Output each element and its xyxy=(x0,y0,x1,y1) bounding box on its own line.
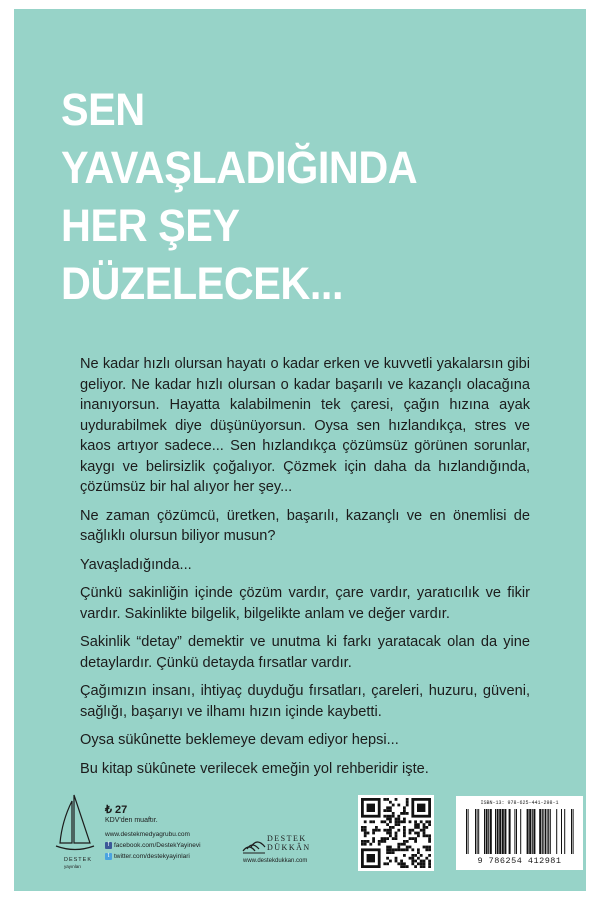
facebook-icon: f xyxy=(105,842,112,849)
blurb-paragraph-1: Ne kadar hızlı olursan hayatı o kadar erken ve kuvvetli yakalarsın gibi geliyor. Ne kadar hızlı olursan o kadar başarılı ve kazançlı olacağına inanıyorsun. Hayatta kalabilmenin tek çaresi, çağın hızına ayak uydurabilmek diye düşünüyorsun. Oysa sen hızlandıkça, stres ve kaos artıyor sadece... Sen hızlandıkça çözümsüz görünen sorunlar, kaygı ve belirsizlik çoğalıyor. Çözmek için daha da hızlandığında, çözümsüz bir hal alıyor her şey... xyxy=(80,356,530,495)
twitter-icon: t xyxy=(105,853,112,860)
title-line-2: YAVAŞLADIĞINDA xyxy=(61,142,418,193)
title-line-1: SEN xyxy=(61,84,145,135)
title-line-3: HER ŞEY xyxy=(61,200,240,251)
publisher-brand: DESTEK xyxy=(64,857,93,863)
publisher-links xyxy=(105,829,201,862)
facebook-link[interactable] xyxy=(105,840,201,851)
isbn-barcode xyxy=(456,796,583,870)
qr-code-icon xyxy=(358,795,434,871)
vat-note: KDV'den muaftır. xyxy=(105,817,158,824)
sailboat-logo-icon xyxy=(50,793,100,855)
blurb-paragraph-6: Çağımızın insanı, ihtiyaç duyduğu fırsatları, çareleri, huzuru, güveni, sağlığı, başarıyı ve ilhamı hızın içinde kaybetti. xyxy=(80,683,530,720)
book-logo-icon xyxy=(241,831,267,857)
blurb-paragraph-4: Çünkü sakinliğin içinde çözüm vardır, çare vardır, yaratıcılık ve fikir vardır. Sakinlikte bilgelik, bilgelikte anlam ve değer vardır. xyxy=(80,585,530,622)
blurb-paragraph-2: Ne zaman çözümcü, üretken, başarılı, kazançlı ve en önemlisi de sağlıklı olursun biliyor musun? xyxy=(80,507,530,544)
blurb-paragraph-5: Sakinlik “detay” demektir ve unutma ki farkı yaratacak olan da yine detaylardır. Çünkü detayda fırsatlar vardır. xyxy=(80,634,530,671)
twitter-text: twitter.com/destekyayinlari xyxy=(114,853,190,860)
publisher-sub: yayınları xyxy=(64,864,82,869)
shop-brand xyxy=(267,834,311,852)
title-line-4: DÜZELECEK... xyxy=(61,258,344,309)
blurb-text xyxy=(80,354,530,787)
blurb-paragraph-3: Yavaşladığında... xyxy=(80,556,192,573)
price: ₺ 27 xyxy=(105,804,128,816)
book-back-cover xyxy=(14,9,586,891)
twitter-link[interactable] xyxy=(105,851,201,862)
website-link[interactable] xyxy=(105,829,201,840)
website-text: www.destekmedyagrubu.com xyxy=(105,831,190,838)
isbn-label: ISBN-13: 978-625-441-298-1 xyxy=(480,800,559,806)
shop-brand-line1: DESTEK xyxy=(267,834,307,843)
destek-dukkan-logo xyxy=(241,829,326,869)
facebook-text: facebook.com/DestekYayinevi xyxy=(114,842,201,849)
blurb-paragraph-8: Bu kitap sükûnete verilecek emeğin yol rehberidir işte. xyxy=(80,760,429,777)
shop-url[interactable]: www.destekdukkan.com xyxy=(243,858,308,864)
barcode-number: 9 786254 412981 xyxy=(477,856,562,866)
cover-title xyxy=(61,81,417,313)
shop-brand-line2: DÜKKÂN xyxy=(267,843,311,852)
qr-code[interactable] xyxy=(358,795,434,871)
blurb-paragraph-7: Oysa sükûnette beklemeye devam ediyor hepsi... xyxy=(80,732,399,748)
publisher-info xyxy=(50,793,250,883)
